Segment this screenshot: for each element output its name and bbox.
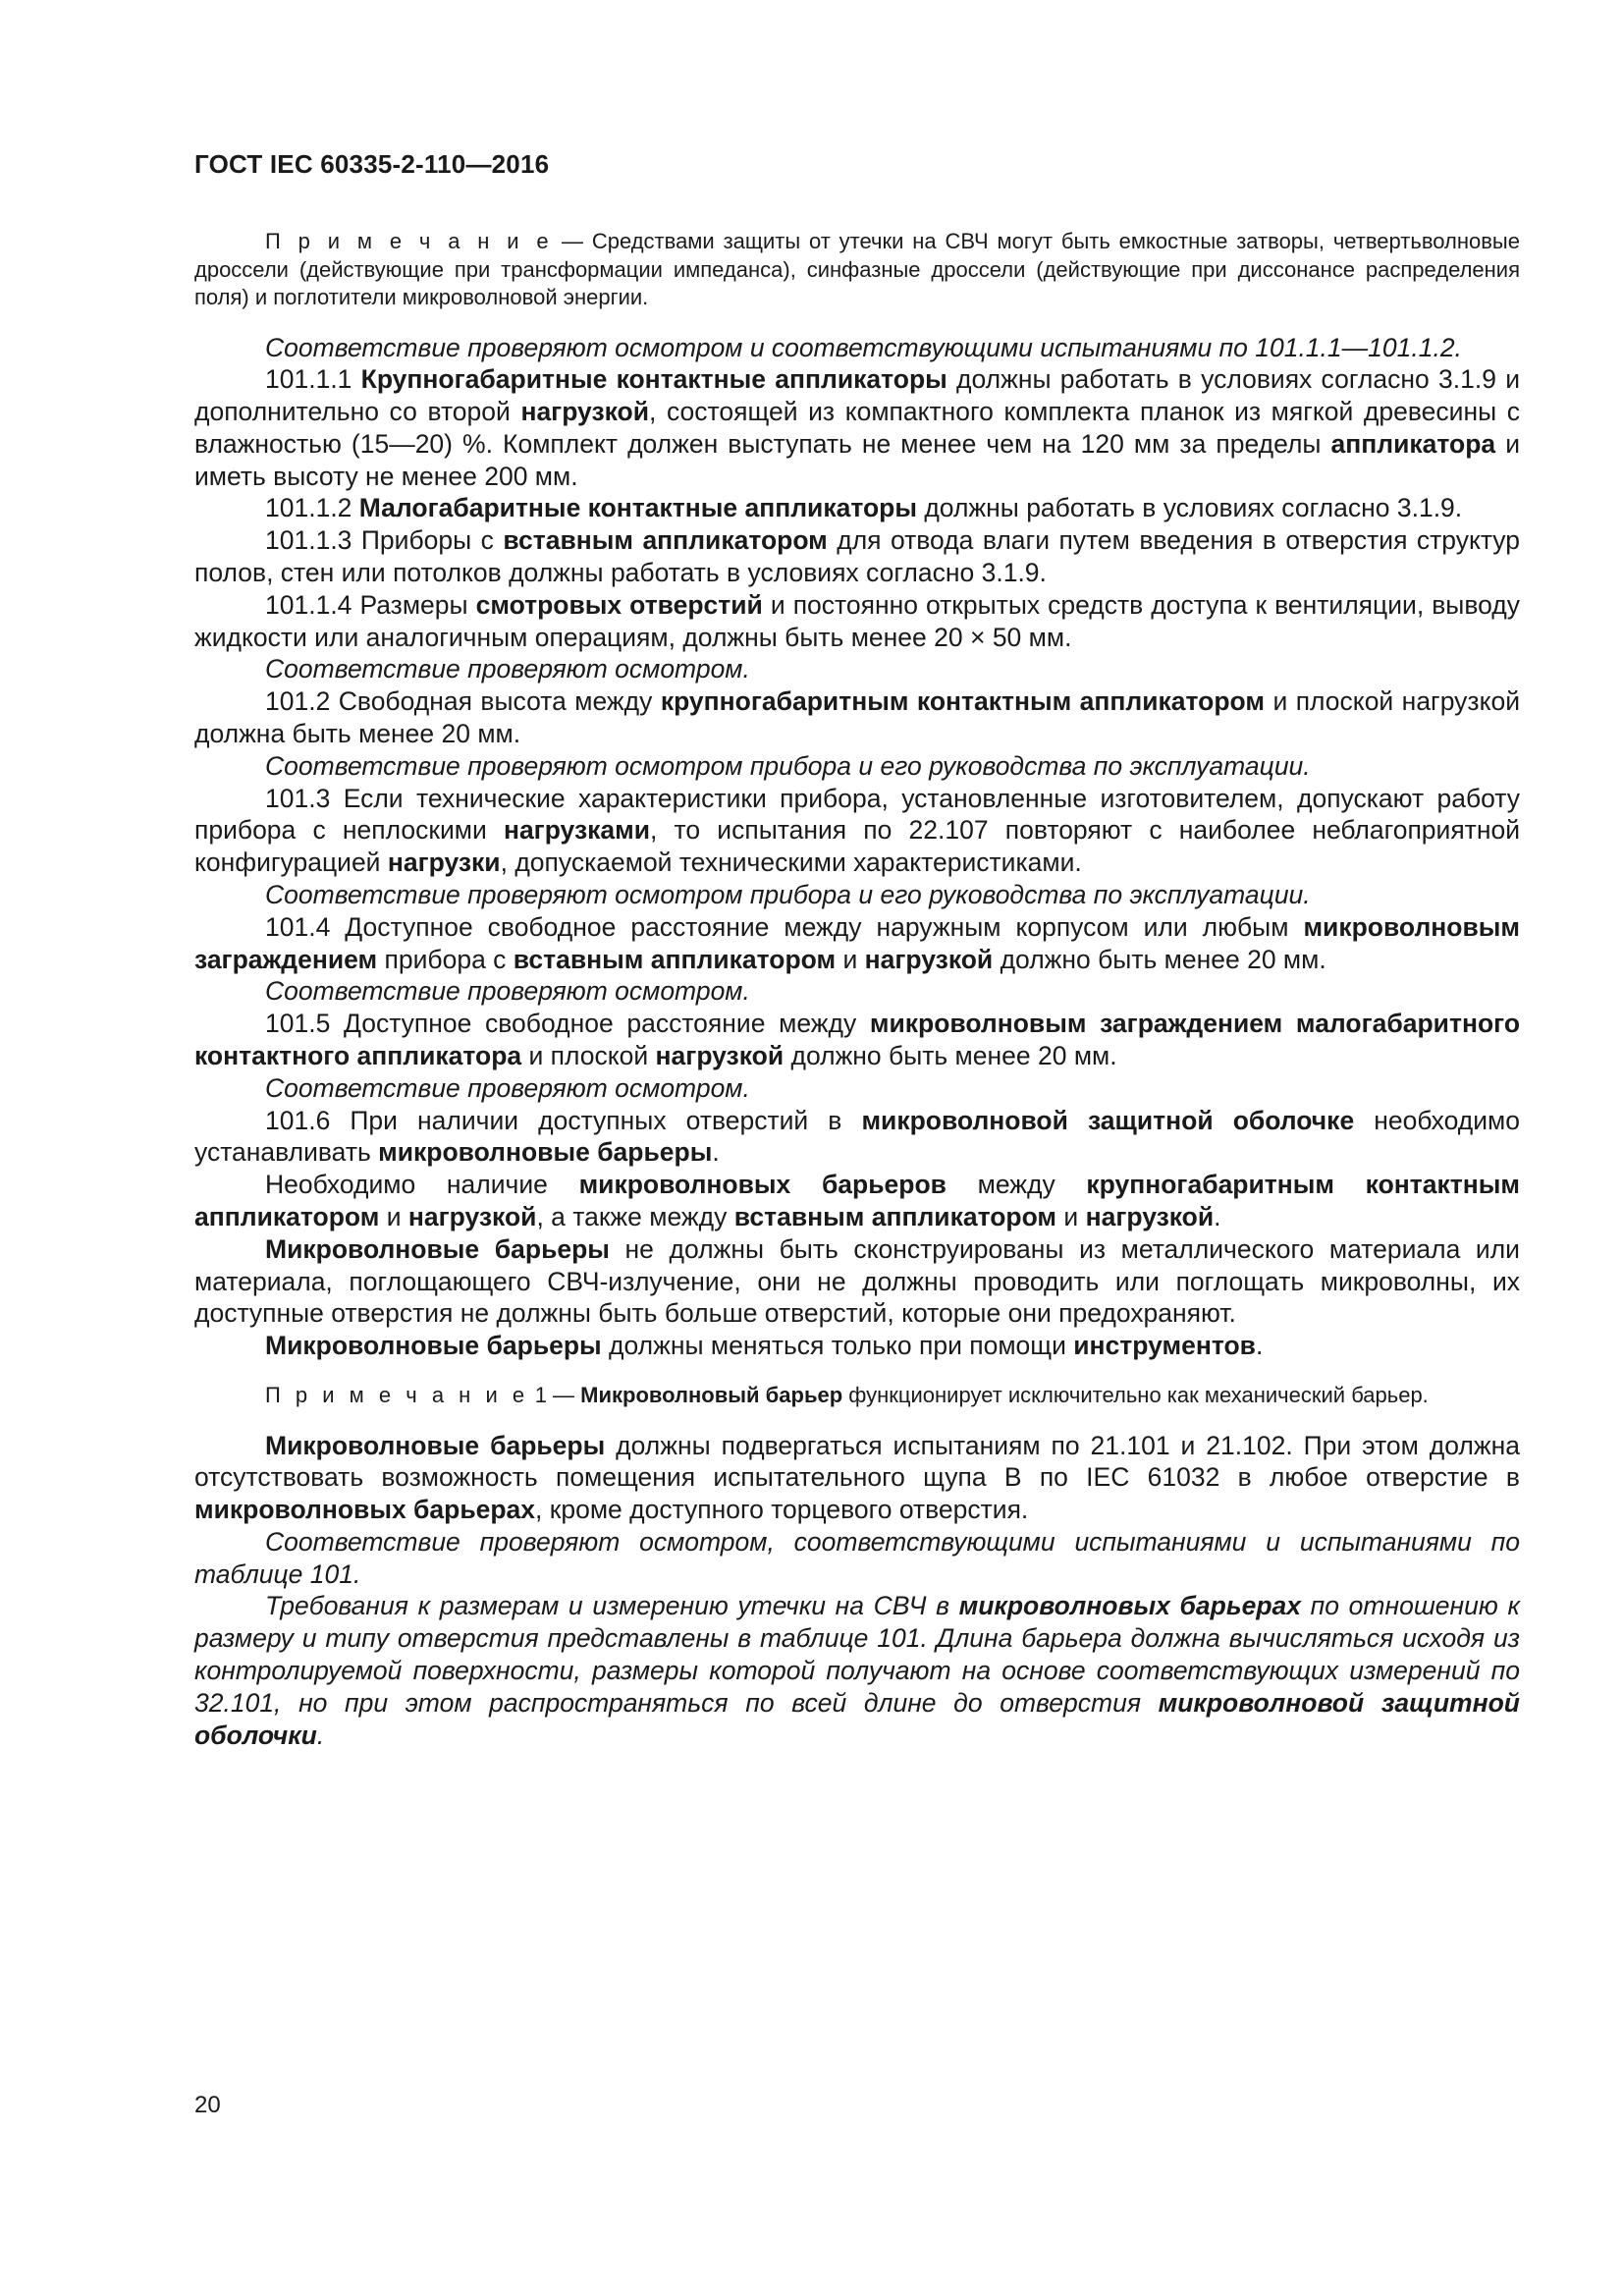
text-run: Микроволновые барьеры [265, 1331, 602, 1361]
text-run: . [712, 1137, 720, 1168]
body-paragraph [194, 1430, 1520, 1526]
text-run: аппликатора [1330, 428, 1496, 459]
text-run: Соответствие проверяют осмотром. [265, 654, 750, 684]
text-run: крупногабаритным контактным аппликатором [660, 686, 1265, 717]
text-run: Соответствие проверяют осмотром прибора и его руководства по эксплуатации. [265, 750, 1311, 781]
text-run: нагрузкой [520, 397, 650, 427]
body-paragraph [194, 1008, 1520, 1072]
text-run: инструментов [1073, 1331, 1256, 1361]
text-run: должны работать в условиях согласно 3.1.9 и дополнительно со второй [194, 364, 1520, 427]
text-run: микроволновым заграждением [194, 911, 1520, 974]
body-paragraph [194, 653, 1520, 685]
text-run: для отвода влаги путем введения в отверстия структур полов, стен или потолков должны работать в условиях согласно 3.1.9. [194, 525, 1520, 588]
body-paragraph [194, 783, 1520, 879]
text-run: должны меняться только при помощи [601, 1331, 1074, 1361]
document-body [194, 228, 1520, 1751]
text-run: 101.1.2 [265, 493, 359, 523]
document-header: ГОСТ IEC 60335-2-110—2016 [194, 149, 550, 179]
text-run: Соответствие проверяют осмотром. [265, 976, 750, 1007]
text-run: микроволновых барьерах [958, 1591, 1301, 1621]
text-run: нагрузкой [1085, 1202, 1215, 1232]
body-paragraph [194, 1330, 1520, 1362]
body-paragraph [194, 492, 1520, 524]
text-run: нагрузкой [864, 944, 994, 974]
text-run: — Средствами защиты от утечки на СВЧ могут быть емкостные затворы, четвертьволновые дроссели (действующие при трансформации импеданса), синфазные дроссели (действующие при диссонансе распределения поля) и поглотители микроволновой энергии. [194, 229, 1520, 309]
text-run: . [1255, 1331, 1264, 1361]
text-run: должны работать в условиях согласно 3.1.9. [916, 493, 1463, 523]
text-run: должно быть менее 20 мм. [784, 1041, 1117, 1071]
body-paragraph [194, 750, 1520, 783]
text-run: между [946, 1170, 1087, 1200]
body-paragraph [194, 589, 1520, 654]
text-run: , то испытания по 22.107 повторяют с наиболее неблагоприятной конфигурацией [194, 815, 1520, 878]
text-run: микроволновых барьерах [194, 1495, 536, 1525]
text-run: крупногабаритным контактным аппликатором [194, 1170, 1520, 1232]
note-paragraph [194, 228, 1520, 312]
text-run: 101.3 Если технические характеристики прибора, установленные изготовителем, допускают работу прибора с неплоскими [194, 783, 1520, 846]
body-paragraph [194, 975, 1520, 1008]
text-run: функционирует исключительно как механический барьер. [842, 1383, 1429, 1407]
text-run: нагрузкой [407, 1202, 537, 1232]
text-run: микроволновых барьеров [578, 1170, 947, 1200]
text-run: и постоянно открытых средств доступа к вентиляции, выводу жидкости или аналогичным операциям, должны быть менее 20 × 50 мм. [194, 589, 1520, 652]
text-run: микроволновой защитной оболочки [194, 1687, 1520, 1750]
text-run: Микроволновые барьеры [265, 1430, 606, 1460]
text-run: 101.4 Доступное свободное расстояние между наружным корпусом или любым [265, 911, 1304, 942]
text-run: 101.2 Свободная высота между [265, 686, 661, 717]
text-run: вставным аппликатором [733, 1202, 1057, 1232]
body-paragraph [194, 1072, 1520, 1105]
body-paragraph [194, 879, 1520, 911]
text-run: и [1056, 1202, 1086, 1232]
text-run: Микроволновый барьер [580, 1383, 843, 1407]
body-paragraph [194, 363, 1520, 492]
text-run: прибора с [377, 944, 514, 974]
text-run: , а также между [536, 1202, 734, 1232]
text-run: нагрузкой [655, 1041, 784, 1071]
body-paragraph [194, 1233, 1520, 1330]
text-run: , допускаемой техническими характеристиками. [500, 847, 1082, 878]
text-run: Соответствие проверяют осмотром прибора и его руководства по эксплуатации. [265, 880, 1311, 910]
body-paragraph [194, 332, 1520, 364]
text-run: Соответствие проверяют осмотром и соответствующими испытаниями по 101.1.1—101.1.2. [265, 332, 1462, 362]
text-run: 101.5 Доступное свободное расстояние между [265, 1009, 870, 1039]
note-paragraph [194, 1382, 1520, 1410]
body-paragraph [194, 1169, 1520, 1233]
text-run: П р и м е ч а н и е [265, 229, 554, 253]
text-run: П р и м е ч а н и е [265, 1383, 529, 1407]
body-paragraph [194, 524, 1520, 589]
text-run: должны подвергаться испытаниям по 21.101 и 21.102. При этом должна отсутствовать возможность помещения испытательного щупа В по IEC 61032 в любое отверстие в [194, 1430, 1520, 1493]
text-run: вставным аппликатором [503, 525, 828, 556]
text-run: и иметь высоту не менее 200 мм. [194, 428, 1520, 491]
text-run: . [316, 1720, 325, 1750]
text-run: 101.1.1 [265, 364, 361, 395]
text-run: Необходимо наличие [265, 1170, 579, 1200]
text-run: . [1214, 1202, 1221, 1232]
text-run: 1 — [528, 1383, 581, 1407]
text-run: и [836, 944, 865, 974]
text-run: Требования к размерам и измерению утечки на СВЧ в [265, 1591, 959, 1621]
text-run: 101.1.3 Приборы с [265, 525, 504, 556]
body-paragraph [194, 685, 1520, 750]
body-paragraph [194, 1526, 1520, 1591]
text-run: Малогабаритные контактные аппликаторы [358, 493, 917, 523]
text-run: должно быть менее 20 мм. [993, 944, 1326, 974]
text-run: 101.1.4 Размеры [265, 589, 476, 620]
text-run: 101.6 При наличии доступных отверстий в [265, 1105, 862, 1135]
text-run: , кроме доступного торцевого отверстия. [535, 1495, 1029, 1525]
text-run: микроволновые барьеры [378, 1137, 713, 1168]
text-run: вставным аппликатором [513, 944, 837, 974]
text-run: , состоящей из компактного комплекта планок из мягкой древесины с влажностью (15—20) %. Комплект должен выступать не менее чем на 120 мм за пределы [194, 397, 1520, 459]
body-paragraph [194, 911, 1520, 976]
text-run: нагрузки [387, 847, 501, 878]
text-run: микроволновой защитной оболочке [861, 1105, 1355, 1135]
body-paragraph [194, 1105, 1520, 1170]
text-run: и [379, 1202, 408, 1232]
text-run: микроволновым заграждением малогабаритного контактного аппликатора [194, 1009, 1521, 1071]
text-run: необходимо устанавливать [194, 1105, 1520, 1168]
text-run: и плоской нагрузкой должна быть менее 20 мм. [194, 686, 1520, 749]
text-run: нагрузками [503, 815, 651, 846]
text-run: Соответствие проверяют осмотром, соответствующими испытаниями и испытаниями по таблице 101. [194, 1526, 1520, 1589]
text-run: Микроволновые барьеры [265, 1233, 610, 1264]
body-paragraph [194, 1590, 1520, 1751]
text-run: и плоской [521, 1041, 656, 1071]
text-run: не должны быть сконструированы из металлического материала или материала, поглощающего СВЧ-излучение, они не должны проводить или поглощать микроволны, их доступные отверстия не должны быть больше отверстий, которые они предохраняют. [194, 1233, 1520, 1329]
page-number: 20 [194, 2092, 221, 2118]
text-run: по отношению к размеру и типу отверстия представлены в таблице 101. Длина барьера должна вычисляться исходя из контролируемой поверхности, размеры которой получают на основе соответствующих измерений по 32.101, но при этом распространяться по всей длине до отверстия [194, 1591, 1520, 1718]
text-run: Крупногабаритные контактные аппликаторы [360, 364, 947, 395]
text-run: смотровых отверстий [475, 589, 763, 620]
text-run: Соответствие проверяют осмотром. [265, 1072, 750, 1103]
